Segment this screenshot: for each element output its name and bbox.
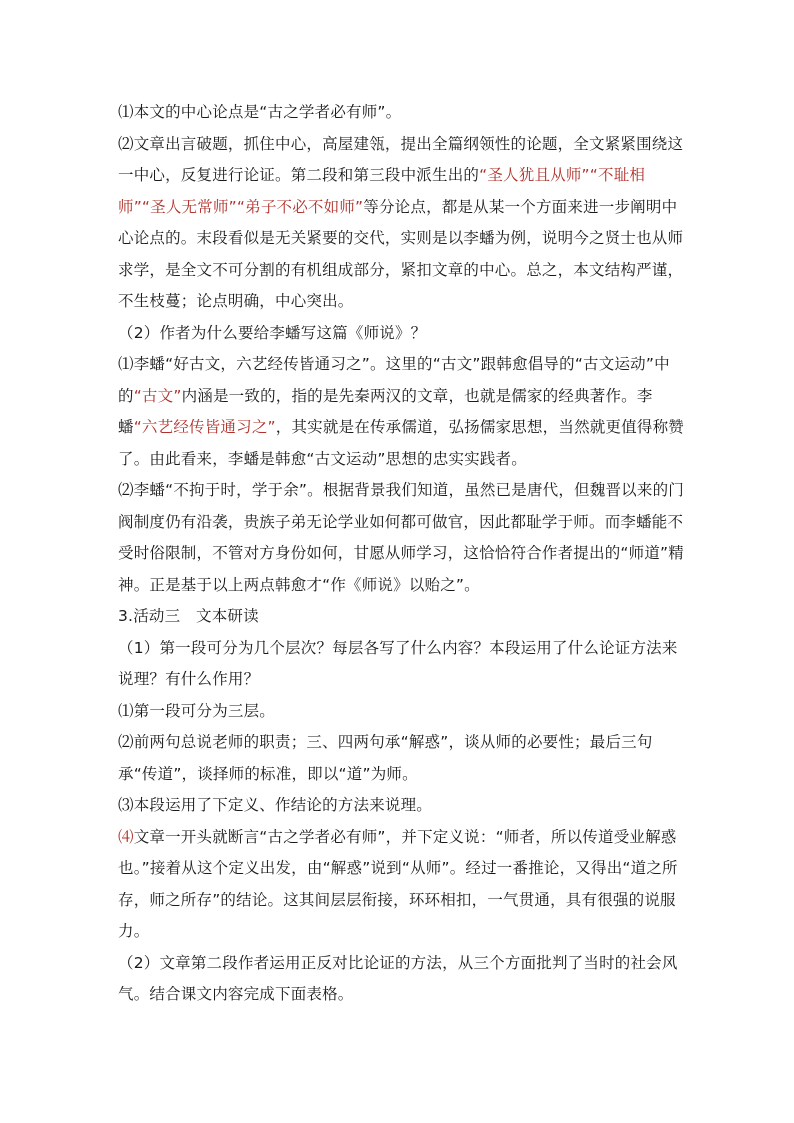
text-segment: （2）文章第二段作者运用正反对比论证的方法，从三个方面批判了当时的社会风气。结合课文内容完成下面表格。 [118,953,678,1003]
text-segment: 3.活动三 文本研读 [118,607,259,625]
question-why-write [118,318,684,350]
highlighted-number: ⑷ [118,827,134,846]
text-segment: ⑵前两句总说老师的职责；三、四两句承“解惑”，谈从师的必要性；最后三句承“传道”，谈择师的标准，即以“道”为师。 [118,733,653,783]
highlighted-liuyi-quote: “六艺经传皆通习之” [133,418,276,436]
question-second-paragraph-table [118,948,684,1011]
text-segment: 文章一开头就断言“古之学者必有师”，并下定义说：“师者，所以传道受业解惑也。”接着从这个定义出发，由“解惑”说到“从师”。经过一番推论，又得出“道之所存，师之所存”的结论。这其间层层衔接，环环相扣，一气贯通，具有很强的说服力。 [118,827,678,940]
answer-argument-method [118,790,684,822]
answer-three-layers [118,696,684,728]
text-segment: ⑵李蟠“不拘于时，学于余”。根据背景我们知道，虽然已是唐代，但魏晋以来的门阀制度仍有沿袭，贵族子弟无论学业如何都可做官，因此都耻学于师。而李蟠能不受时俗限制，不管对方身份如何，甘愿从师学习，这恰恰符合作者提出的“师道”精神。正是基于以上两点韩愈才“作《师说》以贻之”。 [118,481,684,594]
text-segment: 内涵是一致的，指的是先秦两汉的文章，也就是儒家的经典著作。李蟠 [118,386,653,436]
answer-layer-content [118,727,684,790]
text-segment: （2）作者为什么要给李蟠写这篇《师说》？ [118,323,427,342]
answer-effect [118,822,684,948]
highlighted-sub-arguments: “圣人犹且从师”“不耻相师”“圣人无常师”“弟子不必不如师” [118,166,646,216]
text-segment: ⑵文章出言破题，抓住中心，高屋建瓴，提出全篇纲领性的论题，全文紧紧围绕这一中心，反复进行论证。第二段和第三段中派生出的 [118,134,684,184]
answer-li-pan-guwen [118,349,684,475]
highlighted-guwen: “古文” [133,386,182,405]
document-body [118,97,684,1011]
text-segment: （1）第一段可分为几个层次？每层各写了什么内容？本段运用了什么论证方法来说理？有什么作用？ [118,638,678,688]
text-segment: ，其实就是在传承儒道，弘扬儒家思想，当然就更值得称赞了。由此看来，李蟠是韩愈“古文运动”思想的忠实实践者。 [118,418,684,468]
text-segment: ⑴第一段可分为三层。 [118,701,276,720]
answer-li-pan-not-bound [118,475,684,601]
text-segment: 等分论点，都是从某一个方面来进一步阐明中心论点的。末段看似是无关紧要的交代，实则是以李蟠为例，说明今之贤士也从师求学，是全文不可分割的有机组成部分，紧扣文章的中心。总之，本文结构严谨，不生枝蔓；论点明确，中心突出。 [118,197,684,310]
text-segment: ⑴本文的中心论点是“古之学者必有师”。 [118,103,402,121]
text-segment: ⑶本段运用了下定义、作结论的方法来说理。 [118,796,433,814]
answer-central-argument [118,97,684,129]
section-heading-activity-three [118,601,684,633]
answer-structure-analysis [118,129,684,318]
question-first-paragraph-layers [118,633,684,696]
text-segment: ⑴李蟠“好古文，六艺经传皆通习之”。这里的“古文”跟韩愈倡导的“古文运动”中的 [118,355,670,405]
